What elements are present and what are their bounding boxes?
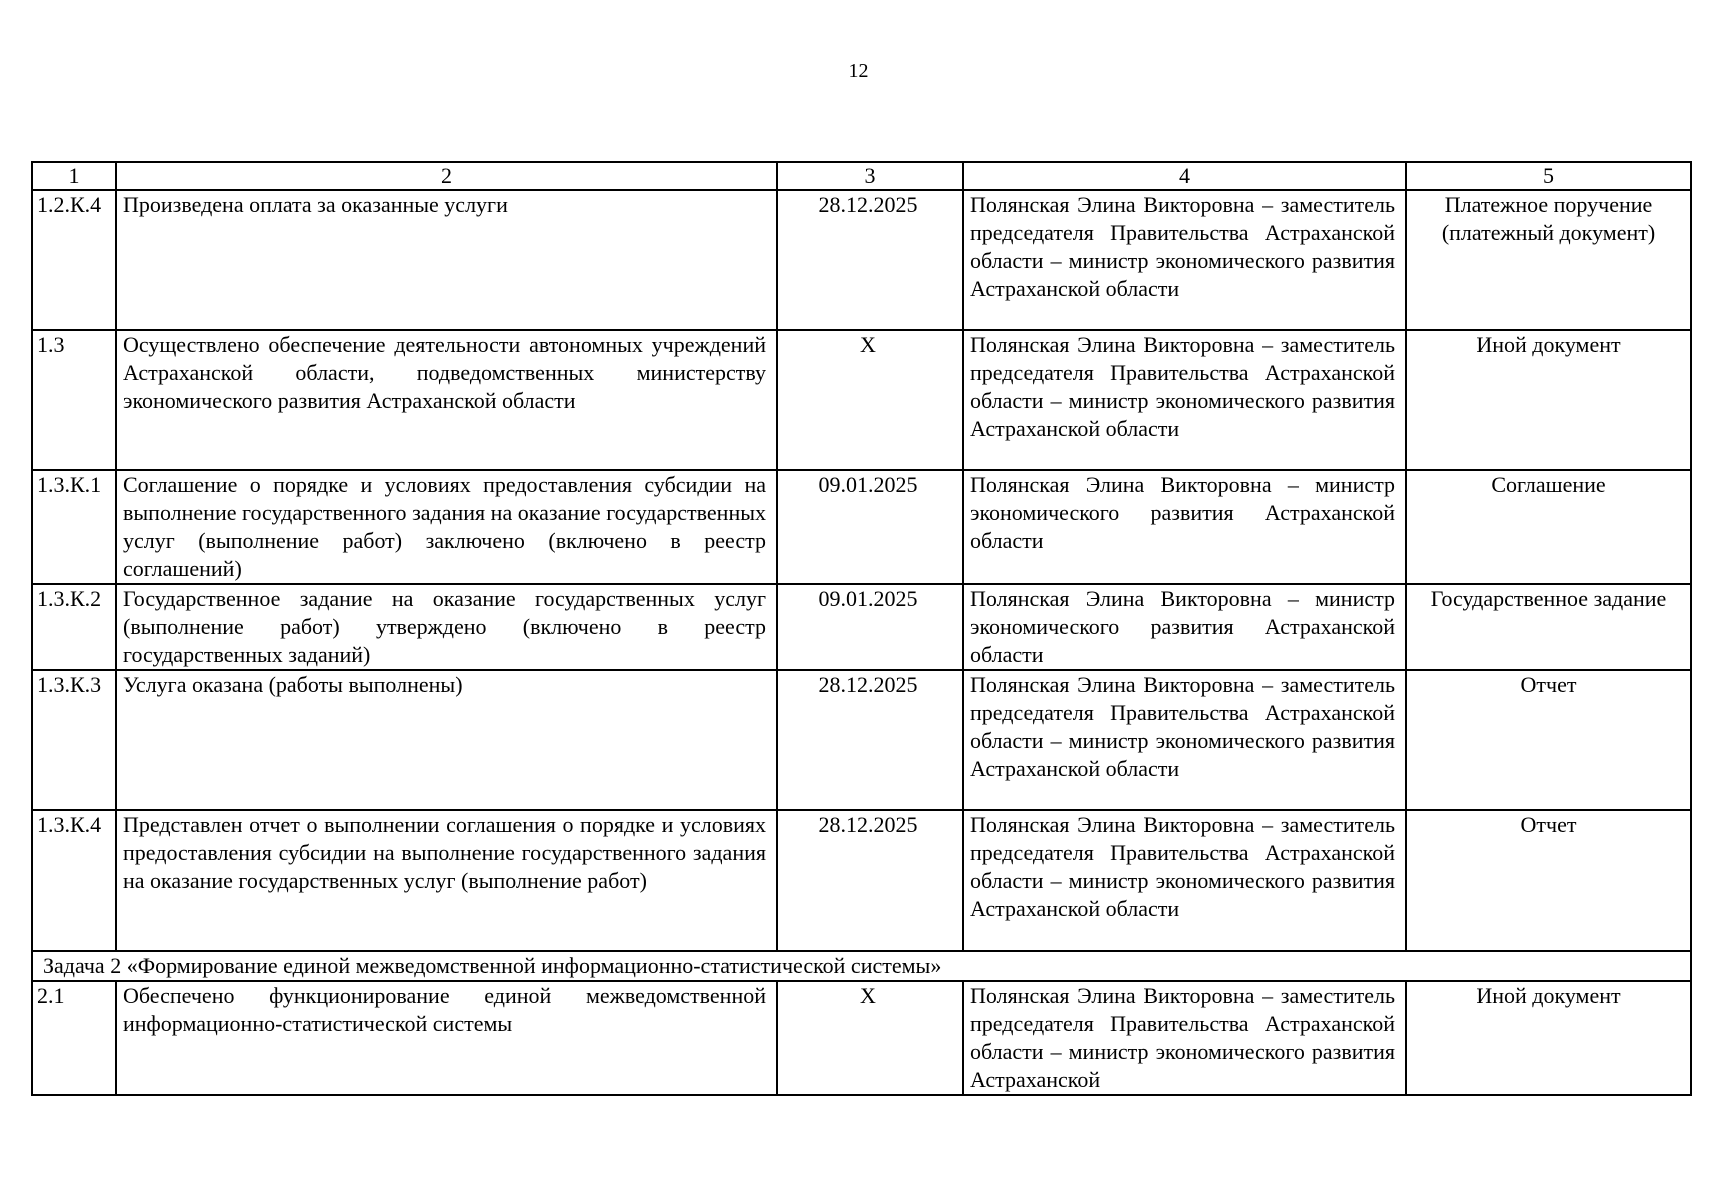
item-document: Соглашение <box>1406 470 1691 584</box>
column-number: 2 <box>116 162 777 190</box>
item-date: 09.01.2025 <box>777 584 963 670</box>
item-date: 28.12.2025 <box>777 190 963 330</box>
item-description: Услуга оказана (работы выполнены) <box>116 670 777 810</box>
table-row <box>32 670 1691 810</box>
item-document: Иной документ <box>1406 981 1691 1095</box>
item-number: 1.3 <box>32 330 116 470</box>
column-number: 5 <box>1406 162 1691 190</box>
item-document: Платежное поручение (платежный документ) <box>1406 190 1691 330</box>
item-date: 28.12.2025 <box>777 810 963 951</box>
item-document: Иной документ <box>1406 330 1691 470</box>
item-description: Соглашение о порядке и условиях предоставления субсидии на выполнение государственного задания на оказание государственных услуг (выполнение работ) заключено (включено в реестр соглашений) <box>116 470 777 584</box>
table-row <box>32 584 1691 670</box>
plan-table <box>31 161 1692 1096</box>
table-row <box>32 470 1691 584</box>
item-description: Произведена оплата за оказанные услуги <box>116 190 777 330</box>
item-date: 28.12.2025 <box>777 670 963 810</box>
item-description: Государственное задание на оказание государственных услуг (выполнение работ) утверждено (включено в реестр государственных заданий) <box>116 584 777 670</box>
table-row <box>32 190 1691 330</box>
column-number: 1 <box>32 162 116 190</box>
item-date: 09.01.2025 <box>777 470 963 584</box>
table-row <box>32 810 1691 951</box>
item-number: 1.3.К.2 <box>32 584 116 670</box>
item-description: Обеспечено функционирование единой межведомственной информационно-статистической системы <box>116 981 777 1095</box>
item-number: 2.1 <box>32 981 116 1095</box>
item-description: Представлен отчет о выполнении соглашения о порядке и условиях предоставления субсидии на выполнение государственного задания на оказание государственных услуг (выполнение работ) <box>116 810 777 951</box>
item-responsible: Полянская Элина Викторовна – заместитель председателя Правительства Астраханской области – министр экономического развития Астраханской области <box>963 810 1406 951</box>
item-number: 1.3.К.4 <box>32 810 116 951</box>
column-number: 4 <box>963 162 1406 190</box>
item-number: 1.3.К.1 <box>32 470 116 584</box>
column-number: 3 <box>777 162 963 190</box>
item-description: Осуществлено обеспечение деятельности автономных учреждений Астраханской области, подведомственных министерству экономического развития Астраханской области <box>116 330 777 470</box>
item-date: Х <box>777 981 963 1095</box>
item-responsible: Полянская Элина Викторовна – заместитель председателя Правительства Астраханской области – министр экономического развития Астраханской области <box>963 670 1406 810</box>
item-number: 1.2.К.4 <box>32 190 116 330</box>
item-number: 1.3.К.3 <box>32 670 116 810</box>
column-number-row <box>32 162 1691 190</box>
item-responsible: Полянская Элина Викторовна – министр экономического развития Астраханской области <box>963 584 1406 670</box>
item-responsible: Полянская Элина Викторовна – министр экономического развития Астраханской области <box>963 470 1406 584</box>
section-row <box>32 951 1691 981</box>
item-document: Отчет <box>1406 670 1691 810</box>
table-row <box>32 330 1691 470</box>
item-responsible: Полянская Элина Викторовна – заместитель председателя Правительства Астраханской области – министр экономического развития Астраханской <box>963 981 1406 1095</box>
item-document: Отчет <box>1406 810 1691 951</box>
item-document: Государственное задание <box>1406 584 1691 670</box>
item-responsible: Полянская Элина Викторовна – заместитель председателя Правительства Астраханской области – министр экономического развития Астраханской области <box>963 330 1406 470</box>
table-row <box>32 981 1691 1095</box>
section-title: Задача 2 «Формирование единой межведомственной информационно-статистической системы» <box>32 951 1691 981</box>
page-number: 12 <box>848 60 869 82</box>
item-responsible: Полянская Элина Викторовна – заместитель председателя Правительства Астраханской области – министр экономического развития Астраханской области <box>963 190 1406 330</box>
item-date: Х <box>777 330 963 470</box>
